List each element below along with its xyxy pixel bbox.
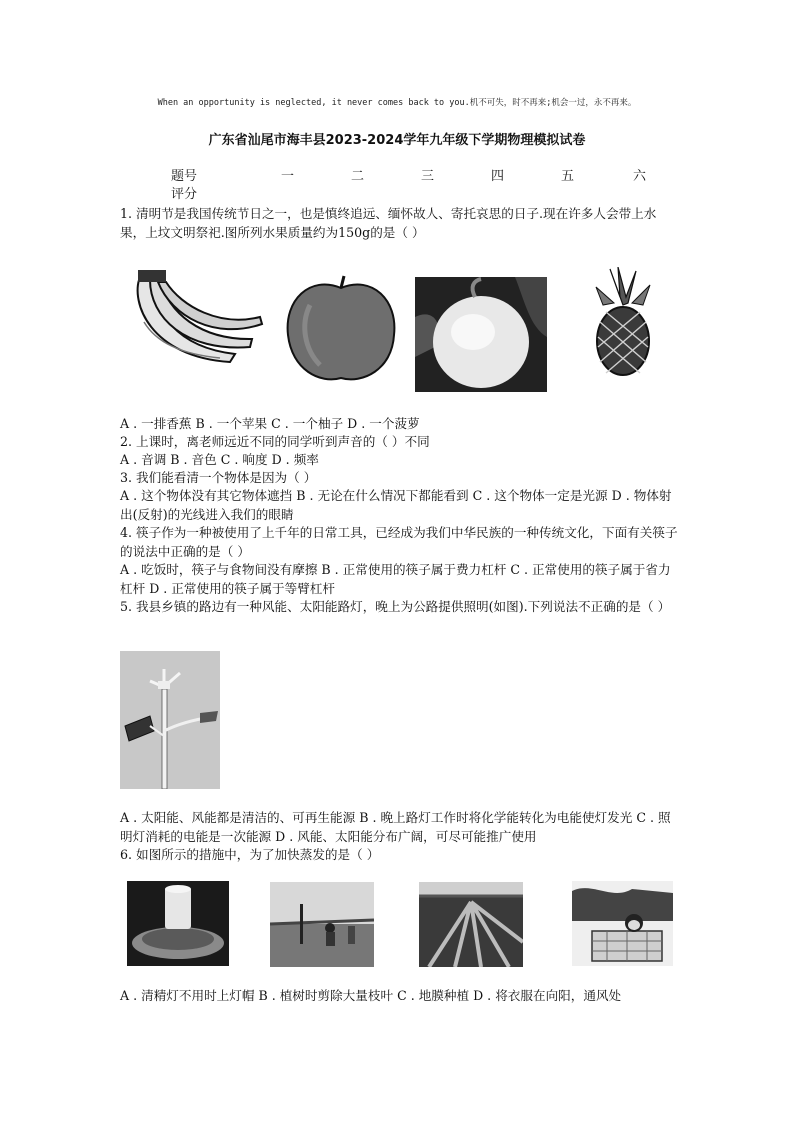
- question-6-stem: 6. 如图所示的措施中，为了加快蒸发的是（ ）: [120, 847, 380, 862]
- score-table-col-2: 二: [351, 169, 365, 184]
- apple-image: [280, 270, 402, 388]
- question-5-stem: 5. 我县乡镇的路边有一种风能、太阳能路灯，晚上为公路提供照明(如图).下列说法不正确的是（ ）: [120, 599, 671, 614]
- score-table-col-1: 一: [281, 169, 295, 184]
- question-3-stem: 3. 我们能看清一个物体是因为（ ）: [120, 470, 317, 485]
- question-2-stem: 2. 上课时，离老师远近不同的同学听到声音的（ ）不同: [120, 434, 430, 449]
- alcohol-lamp-cap-image: [127, 881, 229, 966]
- score-table-col-3: 三: [421, 169, 435, 184]
- tree-planting-image: [270, 882, 374, 967]
- banana-image: [120, 262, 270, 382]
- pineapple-image: [588, 267, 658, 377]
- question-5-options: A . 太阳能、风能都是清洁的、可再生能源 B . 晚上路灯工作时将化学能转化为电能使灯发光 C . 照明灯消耗的电能是一次能源 D . 风能、太阳能分布广阔，可尽可能推广使用: [120, 810, 671, 844]
- question-3-options: A . 这个物体没有其它物体遮挡 B . 无论在什么情况下都能看到 C . 这个物体一定是光源 D . 物体射出(反射)的光线进入我们的眼睛: [120, 488, 672, 522]
- wind-solar-streetlight-image: [120, 651, 220, 789]
- plastic-film-farming-image: [419, 882, 523, 967]
- clothes-drying-image: [572, 881, 673, 966]
- score-table-header-row: [171, 165, 651, 185]
- score-table: [171, 165, 651, 203]
- question-6-options: A . 清精灯不用时上灯帽 B . 植树时剪除大量枝叶 C . 地膜种植 D . 将衣服在向阳，通风处: [120, 988, 622, 1003]
- pomelo-image: [415, 277, 547, 392]
- question-4-options: A . 吃饭时，筷子与食物间没有摩擦 B . 正常使用的筷子属于费力杠杆 C . 正常使用的筷子属于省力杠杆 D . 正常使用的筷子属于等臂杠杆: [120, 562, 671, 596]
- question-1-stem: 1. 清明节是我国传统节日之一，也是慎终追远、缅怀故人、寄托哀思的日子.现在许多人会带上水果，上坟文明祭祀.图所列水果质量约为150g的是（ ）: [120, 206, 657, 240]
- score-table-col-6: 六: [633, 169, 647, 184]
- score-table-row-label: 评分: [171, 187, 198, 202]
- exam-title: 广东省汕尾市海丰县2023-2024学年九年级下学期物理模拟试卷: [208, 133, 586, 148]
- question-4-stem: 4. 筷子作为一种被使用了上千年的日常工具，已经成为我们中华民族的一种传统文化，下面有关筷子的说法中正确的是（ ）: [120, 525, 678, 559]
- header-motto: When an opportunity is neglected, it never comes back to you.机不可失，时不再来;机会一过，永不再来。: [157, 98, 637, 108]
- score-table-col-5: 五: [561, 169, 575, 184]
- score-table-score-row: [171, 183, 651, 203]
- question-1-options: A . 一排香蕉 B . 一个苹果 C . 一个柚子 D . 一个菠萝: [120, 416, 420, 431]
- score-table-col-4: 四: [491, 169, 505, 184]
- score-table-header-label: 题号: [171, 169, 198, 184]
- question-2-options: A . 音调 B . 音色 C . 响度 D . 频率: [120, 452, 319, 467]
